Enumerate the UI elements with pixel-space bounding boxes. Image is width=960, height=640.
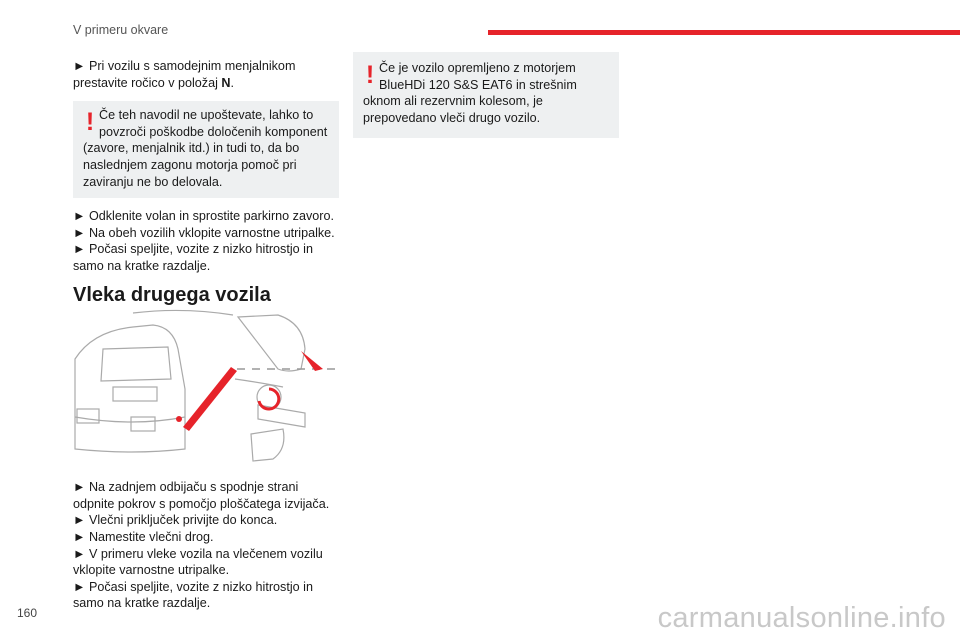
exclamation-warning-icon: ! [85, 108, 95, 137]
step-item: ► V primeru vleke vozila na vlečenem vozilu vklopite varnostne utripalke. [73, 546, 323, 578]
towing-eye-illustration [73, 309, 335, 469]
step-item: ► Odklenite volan in sprostite parkirno zavoro. [73, 209, 334, 224]
step-item: ► Na obeh vozilih vklopite varnostne utripalke. [73, 225, 335, 240]
right-column [353, 52, 619, 148]
step-item: ► Počasi speljite, vozite z nizko hitrostjo in samo na kratke razdalje. [73, 242, 313, 273]
step-item: ► Počasi speljite, vozite z nizko hitrostjo in samo na kratke razdalje. [73, 579, 313, 611]
warning-box-2 [353, 52, 619, 138]
page-number: 160 [17, 606, 38, 620]
step-item: ► Na zadnjem odbijaču s spodnje strani odpnite pokrov s pomočjo ploščatega izvijača. [73, 480, 330, 511]
automatic-gearbox-step: ► Pri vozilu s samodejnim menjalnikom prestavite ročico v položaj N. [73, 59, 296, 90]
step-item: ► Vlečni priključek privijte do konca. [73, 513, 278, 528]
header-accent-bar [488, 30, 960, 35]
gear-position-n: N [221, 75, 231, 90]
left-column [73, 58, 339, 612]
section-title: Vleka drugega vozila [73, 283, 271, 306]
step-item: ► Namestite vlečni drog. [73, 529, 214, 544]
exclamation-warning-icon: ! [365, 61, 375, 89]
warning-text-2: Če je vozilo opremljeno z motorjem BlueHDi 120 S&S EAT6 in strešnim oknom ali rezervnim kolesom, je prepovedano vleči drugo vozilo. [363, 61, 577, 125]
warning-box-1 [73, 101, 339, 198]
watermark: carmanualsonline.info [657, 602, 946, 634]
warning-text-1: Če teh navodil ne upoštevate, lahko to povzroči poškodbe določenih komponent (zavore, menjalnik itd.) in tudi to, da bo naslednjem zagonu motorja pomoč pri zaviranju ne bo delovala. [83, 108, 328, 189]
running-header: V primeru okvare [73, 23, 169, 37]
